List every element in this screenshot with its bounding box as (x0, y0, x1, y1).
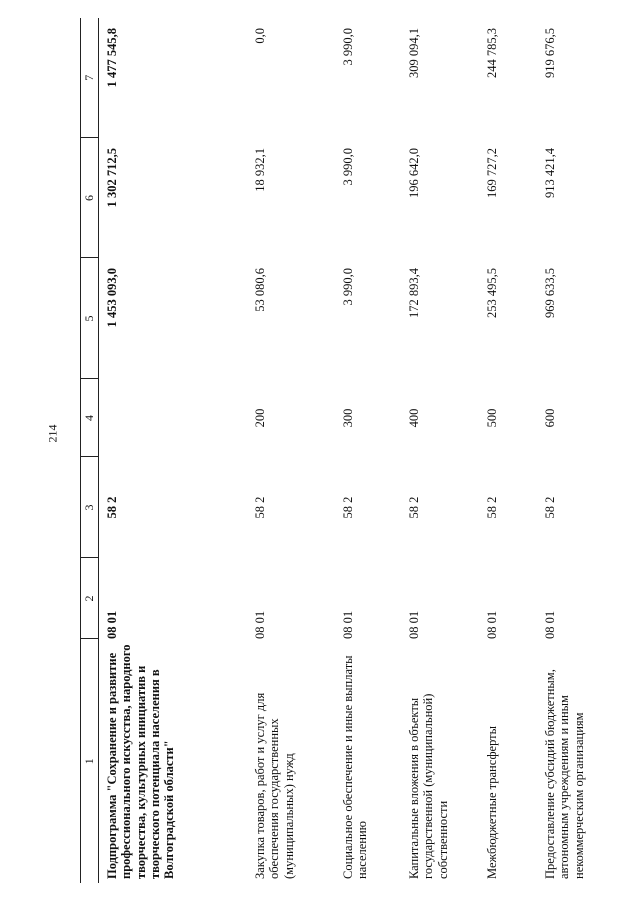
amount-col7: 309 094,1 (407, 28, 421, 78)
expense-type-code (99, 379, 248, 457)
program-code: 58 2 (341, 496, 355, 519)
program-code: 58 2 (253, 496, 267, 519)
column-header: 3 (81, 457, 99, 558)
program-code: 58 2 (105, 496, 119, 519)
table-row (335, 18, 401, 883)
table-row (537, 18, 635, 883)
table-row (479, 18, 537, 883)
table-header-row (81, 18, 99, 883)
page-number: 214 (45, 424, 60, 443)
amount-col6: 913 421,4 (543, 148, 557, 198)
amount-col5: 1 453 093,0 (105, 268, 119, 328)
column-header: 2 (81, 558, 99, 639)
amount-col6: 18 932,1 (253, 148, 267, 192)
amount-col6: 3 990,0 (341, 148, 355, 186)
amount-col6: 196 642,0 (407, 148, 421, 198)
amount-col6: 1 302 712,5 (105, 148, 119, 208)
amount-col5: 53 080,6 (253, 268, 267, 312)
amount-col5: 172 893,4 (407, 268, 421, 318)
amount-col7: 0,0 (253, 28, 267, 44)
expense-name: Предоставление субсидий бюджетным, автономным учреждениям и иным некоммерческим организациям (543, 669, 586, 879)
amount-col6: 169 727,2 (485, 148, 499, 198)
expense-type-code: 300 (341, 408, 355, 428)
budget-table (80, 18, 635, 883)
expense-type-code: 500 (485, 408, 499, 428)
amount-col7: 3 990,0 (341, 28, 355, 66)
section-code: 08 01 (105, 610, 119, 639)
section-code: 08 01 (407, 610, 421, 639)
column-header: 5 (81, 258, 99, 379)
expense-name: Капитальные вложения в объекты государственной (муниципальной) собственности (407, 693, 450, 879)
section-code: 08 01 (341, 610, 355, 639)
column-header: 7 (81, 18, 99, 138)
table-row (401, 18, 479, 883)
expense-name: Социальное обеспечение и иные выплаты населению (341, 655, 370, 879)
table-row (99, 18, 248, 883)
expense-name: Закупка товаров, работ и услуг для обеспечения государственных (муниципальных) нужд (253, 692, 296, 879)
amount-col5: 969 633,5 (543, 268, 557, 318)
amount-col5: 253 495,5 (485, 268, 499, 318)
amount-col7: 244 785,3 (485, 28, 499, 78)
amount-col5: 3 990,0 (341, 268, 355, 306)
amount-col7: 1 477 545,8 (105, 28, 119, 88)
program-code: 58 2 (485, 496, 499, 519)
expense-type-code: 600 (543, 408, 557, 428)
column-header: 6 (81, 138, 99, 258)
rotated-document (80, 18, 620, 883)
table-row (247, 18, 335, 883)
program-code: 58 2 (407, 496, 421, 519)
expense-type-code: 400 (407, 408, 421, 428)
program-code: 58 2 (543, 496, 557, 519)
section-code: 08 01 (253, 610, 267, 639)
expense-type-code: 200 (253, 408, 267, 428)
section-code: 08 01 (543, 610, 557, 639)
expense-name: Подпрограмма "Сохранение и развитие профессионального искусства, народного творчества, культурных инициатив и творческого потенциала населения в Волгоградской области" (105, 644, 177, 879)
section-code: 08 01 (485, 610, 499, 639)
column-header: 4 (81, 379, 99, 457)
column-header: 1 (81, 639, 99, 883)
amount-col7: 919 676,5 (543, 28, 557, 78)
expense-name: Межбюджетные трансферты (485, 725, 499, 879)
